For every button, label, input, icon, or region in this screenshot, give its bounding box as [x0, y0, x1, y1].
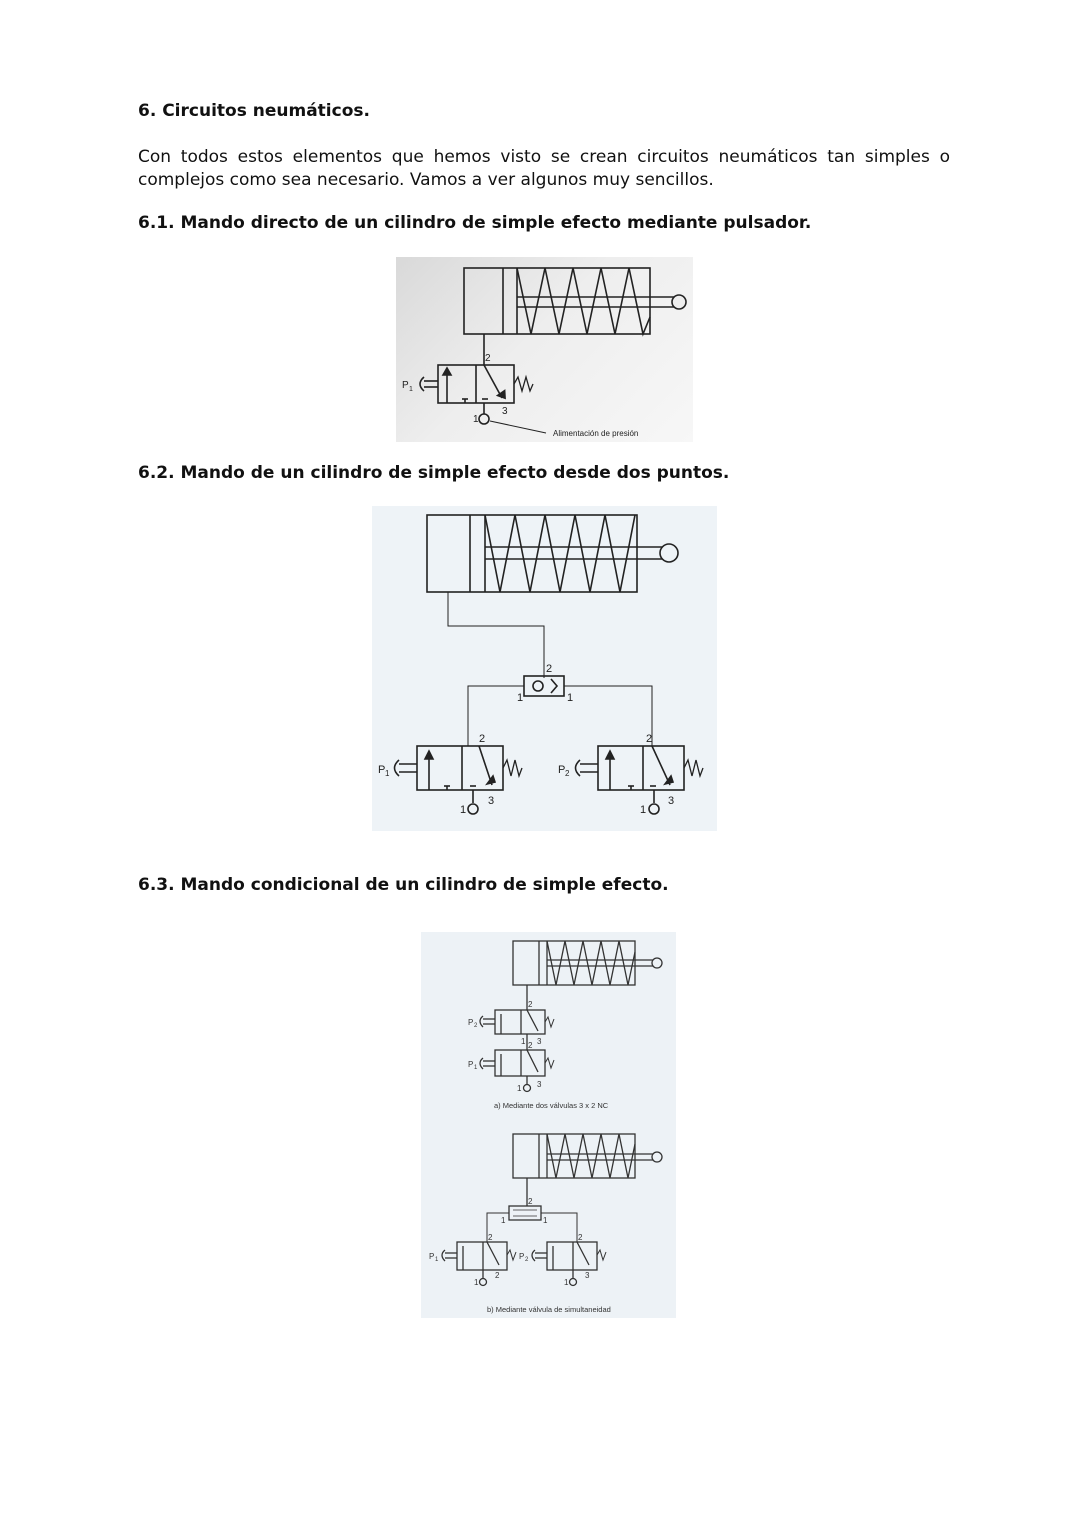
- section-title: 6. Circuitos neumáticos.: [138, 101, 370, 121]
- svg-text:Alimentación de presión: Alimentación de presión: [553, 429, 639, 438]
- svg-text:1: 1: [409, 386, 413, 393]
- svg-text:1: 1: [473, 414, 479, 425]
- svg-text:P: P: [429, 1252, 435, 1261]
- svg-text:2: 2: [525, 1257, 529, 1263]
- svg-text:1: 1: [517, 692, 524, 704]
- svg-text:1: 1: [640, 804, 647, 816]
- svg-text:2: 2: [528, 1000, 533, 1009]
- svg-text:2: 2: [565, 769, 570, 778]
- svg-text:1: 1: [385, 769, 390, 778]
- intro-paragraph: Con todos estos elementos que hemos visto se crean circuitos neumáticos tan simples o complejos como sea necesario. Vamos a ver algunos muy sencillos.: [138, 147, 950, 190]
- svg-text:3: 3: [502, 406, 508, 417]
- caption-a: a) Mediante dos válvulas 3 x 2 NC: [494, 1101, 609, 1110]
- svg-text:3: 3: [537, 1080, 542, 1089]
- subsection-title-6-1: 6.1. Mando directo de un cilindro de simple efecto mediante pulsador.: [138, 213, 812, 233]
- figure-conditional-control-diagram: [421, 932, 676, 1318]
- svg-text:1: 1: [521, 1037, 526, 1046]
- svg-text:1: 1: [543, 1216, 548, 1225]
- subsection-title-6-3: 6.3. Mando condicional de un cilindro de simple efecto.: [138, 875, 669, 895]
- svg-text:1: 1: [501, 1216, 506, 1225]
- svg-text:2: 2: [495, 1271, 500, 1280]
- svg-text:2: 2: [646, 733, 653, 745]
- svg-text:3: 3: [488, 795, 495, 807]
- subsection-title-6-2: 6.2. Mando de un cilindro de simple efecto desde dos puntos.: [138, 463, 730, 483]
- svg-text:2: 2: [485, 353, 491, 364]
- svg-text:1: 1: [474, 1278, 479, 1287]
- svg-text:1: 1: [460, 804, 467, 816]
- figure-two-point-control-diagram: [372, 506, 717, 831]
- svg-text:1: 1: [564, 1278, 569, 1287]
- svg-text:2: 2: [488, 1233, 493, 1242]
- svg-text:2: 2: [546, 663, 553, 675]
- svg-text:3: 3: [537, 1037, 542, 1046]
- svg-text:P: P: [519, 1252, 525, 1261]
- svg-text:1: 1: [435, 1257, 439, 1263]
- svg-text:P: P: [378, 764, 386, 776]
- svg-text:P: P: [468, 1018, 474, 1027]
- svg-text:2: 2: [528, 1197, 533, 1206]
- svg-text:2: 2: [479, 733, 486, 745]
- svg-text:2: 2: [474, 1023, 478, 1029]
- svg-text:1: 1: [567, 692, 574, 704]
- svg-text:1: 1: [474, 1065, 478, 1071]
- svg-text:2: 2: [578, 1233, 583, 1242]
- svg-text:3: 3: [668, 795, 675, 807]
- svg-text:P: P: [558, 764, 566, 776]
- svg-text:3: 3: [585, 1271, 590, 1280]
- svg-text:P: P: [402, 380, 409, 391]
- svg-text:P: P: [468, 1060, 474, 1069]
- figure-direct-control-diagram: [396, 257, 693, 442]
- svg-text:1: 1: [517, 1084, 522, 1093]
- caption-b: b) Mediante válvula de simultaneidad: [487, 1305, 611, 1314]
- svg-text:2: 2: [528, 1041, 533, 1050]
